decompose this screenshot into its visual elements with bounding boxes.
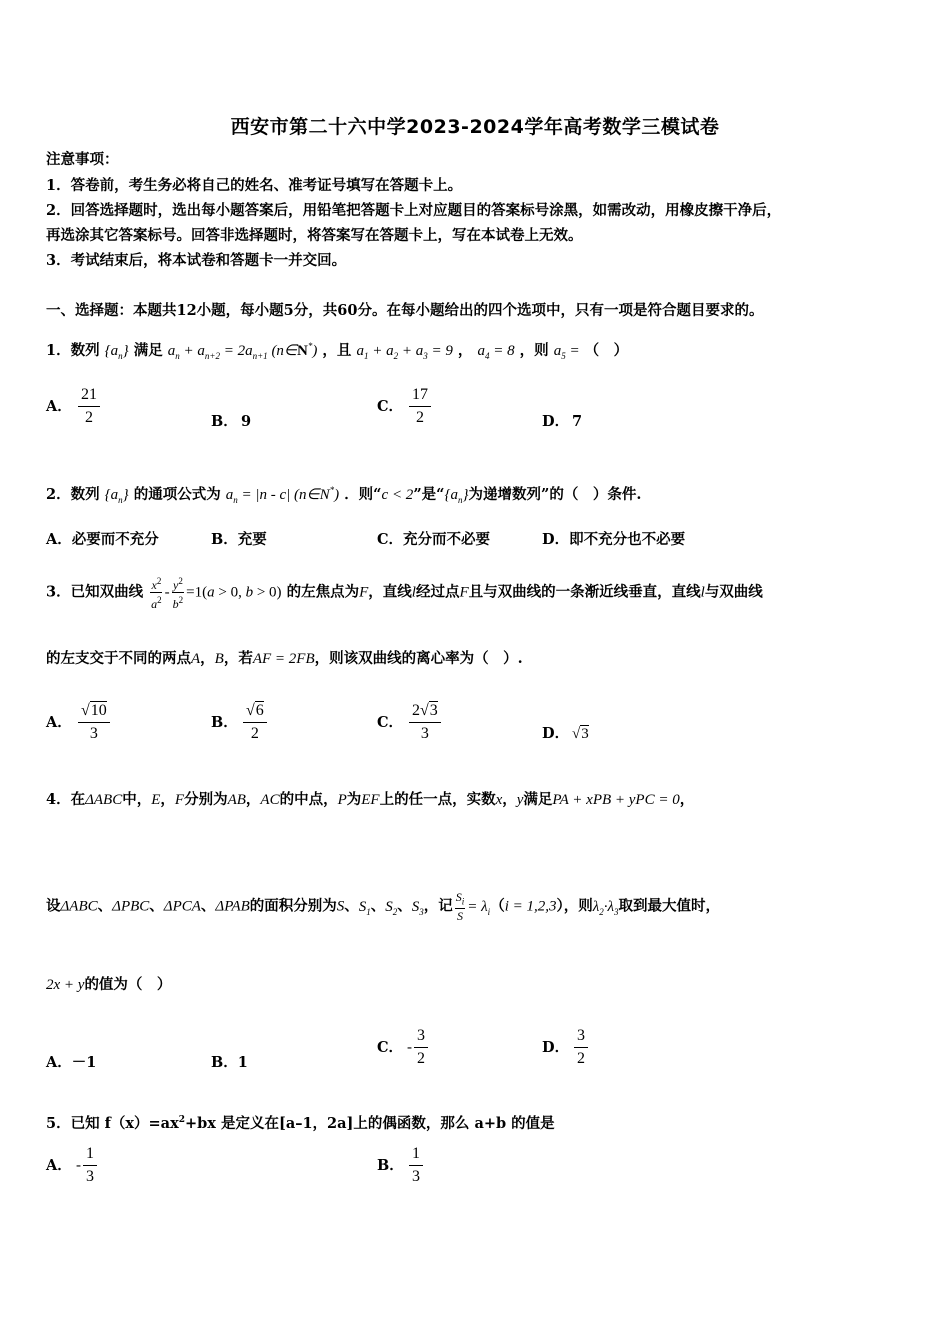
q2-option-c: C．充分而不必要: [377, 531, 491, 548]
q2-option-a: A．必要而不充分: [46, 531, 159, 548]
formula: PA + xPB + yPC = 0: [552, 792, 680, 808]
formula: $\{a_n\}$: [104, 343, 129, 361]
formula: $S_2$: [385, 898, 398, 917]
notice-item-3: 3．考试结束后，将本试卷和答题卡一并交回。: [46, 252, 347, 269]
formula: S: [336, 898, 345, 915]
formula: i = 1,2,3: [504, 898, 557, 915]
q1-option-d: D． 7: [542, 413, 583, 430]
formula: $a_n = |n - c|$ (n∈N*): [225, 485, 340, 505]
formula: $\{a_n\}$: [444, 487, 469, 505]
q4-option-c: C． - $\frac{3}{2}$: [377, 1025, 430, 1070]
formula: $a_1 + a_2 + a_3 = 9$: [356, 343, 453, 361]
formula: c < 2: [381, 487, 414, 503]
formula: 2x + y: [46, 977, 85, 993]
formula: ΔABC: [60, 898, 98, 915]
page-title: 西安市第二十六中学2023-2024学年高考数学三模试卷: [230, 116, 720, 138]
question-3-cont: 的左支交于不同的两点A，B，若AF = 2FB，则该双曲线的离心率为（ ）.: [46, 650, 523, 667]
formula: $a_4 = 8$: [477, 343, 515, 361]
notice-item-2-cont: 再选涂其它答案标号。回答非选择题时，将答案写在答题卡上，写在本试卷上无效。: [46, 227, 583, 244]
q3-option-c: C． $\frac{2√3}{3}$: [377, 700, 443, 745]
formula: ΔPBC: [112, 898, 150, 915]
formula: $a_n + a_{n+2} = 2a_{n+1}$ (n∈N*): [167, 341, 318, 361]
question-3: 3．已知双曲线 $\frac{x^2}{a^2}$ - $\frac{y^2}{b^2}$ =1(a > 0, b > 0) 的左焦点为F，直线l经过点F且与双曲线的一条渐近线垂直，直线l与双曲线: [46, 576, 763, 611]
formula: ΔPAB: [215, 898, 250, 915]
formula: $\frac{S_i}{S}$: [455, 890, 465, 924]
formula: $a_5$ =: [553, 343, 580, 361]
formula: B: [214, 651, 224, 667]
formula: $\frac{y^2}{b^2}$: [172, 576, 184, 611]
formula: A: [191, 651, 201, 667]
question-5: 5．已知 $f(x)=ax^2+bx$ 是定义在[a–1，2a]上的偶函数，那么 a+b 的值是: [46, 1114, 555, 1132]
formula: $\{a_n\}$: [104, 487, 129, 505]
question-4-cont2: 2x + y的值为（ ）: [46, 976, 172, 993]
formula: AB: [227, 792, 246, 808]
formula: F: [174, 792, 185, 808]
formula: = $\lambda_i$: [467, 898, 491, 917]
section-heading: 一、选择题：本题共12小题，每小题5分，共60分。在每小题给出的四个选项中，只有一项是符合题目要求的。: [46, 302, 764, 319]
formula: E: [151, 792, 161, 808]
formula: AC: [260, 792, 280, 808]
formula: P: [337, 792, 347, 808]
formula: $S_3$: [411, 898, 424, 917]
notice-item-2: 2．回答选择题时，选出每小题答案后，用铅笔把答题卡上对应题目的答案标号涂黑，如需改动，用橡皮擦干净后，: [46, 202, 782, 219]
formula: F: [359, 584, 369, 601]
q4-option-b: B．1: [211, 1054, 248, 1071]
question-2: 2．数列 $\{a_n\}$ 的通项公式为 $a_n = |n - c|$ (n∈N*) ．则“c < 2”是“$\{a_n\}$为递增数列”的（ ）条件.: [46, 485, 642, 505]
q2-option-b: B．充要: [211, 531, 267, 548]
formula: AF = 2FB: [252, 651, 315, 667]
formula: $S_1$: [358, 898, 371, 917]
formula: x: [495, 792, 503, 808]
q3-option-b: B． $\frac{√6}{2}$: [211, 700, 269, 745]
formula: $\lambda_2\cdot\lambda_3$: [592, 898, 619, 917]
notice-header: 注意事项：: [46, 151, 119, 168]
formula: l: [700, 584, 705, 601]
q1-option-a: A． $\frac{21}{2}$: [46, 384, 102, 429]
question-4: 4．在ΔABC中，E，F分别为AB，AC的中点，P为EF上的任一点，实数x，y满足PA + xPB + yPC = 0，: [46, 791, 695, 808]
formula: y: [516, 792, 524, 808]
q5-option-a: A． - $\frac{1}{3}$: [46, 1143, 99, 1188]
formula: l: [411, 584, 416, 601]
q2-option-d: D．即不充分也不必要: [542, 531, 686, 548]
notice-item-1: 1．答卷前，考生务必将自己的姓名、准考证号填写在答题卡上。: [46, 177, 463, 194]
formula: ΔABC: [85, 792, 123, 808]
q4-option-a: A．－1: [46, 1054, 97, 1071]
q1-option-b: B． 9: [211, 413, 252, 430]
formula: F: [459, 584, 469, 601]
question-4-cont: 设ΔABC、ΔPBC、ΔPCA、ΔPAB的面积分别为S、$S_1$、$S_2$、$S_3$，记 $\frac{S_i}{S}$ = $\lambda_i(i = 1,2,3)$，则$\lambda_2\cdot\lambda_3$取到最大值时，: [46, 890, 720, 924]
q5-option-b: B． $\frac{1}{3}$: [377, 1143, 425, 1188]
formula: EF: [361, 792, 380, 808]
q3-option-a: A． $\frac{√10}{3}$: [46, 700, 112, 745]
question-1: 1．数列 $\{a_n\}$ 满足 $a_n + a_{n+2} = 2a_{n+1}$ (n∈N*) ，且 $a_1 + a_2 + a_3 = 9$ ， $a_4 = 8$ ，则 $a_5$ = （ ）: [46, 341, 629, 361]
q4-option-d: D． $\frac{3}{2}$: [542, 1025, 590, 1070]
formula: ΔPCA: [163, 898, 201, 915]
q1-option-c: C． $\frac{17}{2}$: [377, 384, 433, 429]
formula: $\frac{x^2}{a^2}$: [151, 576, 162, 611]
q3-option-d: D． √3: [542, 725, 589, 742]
